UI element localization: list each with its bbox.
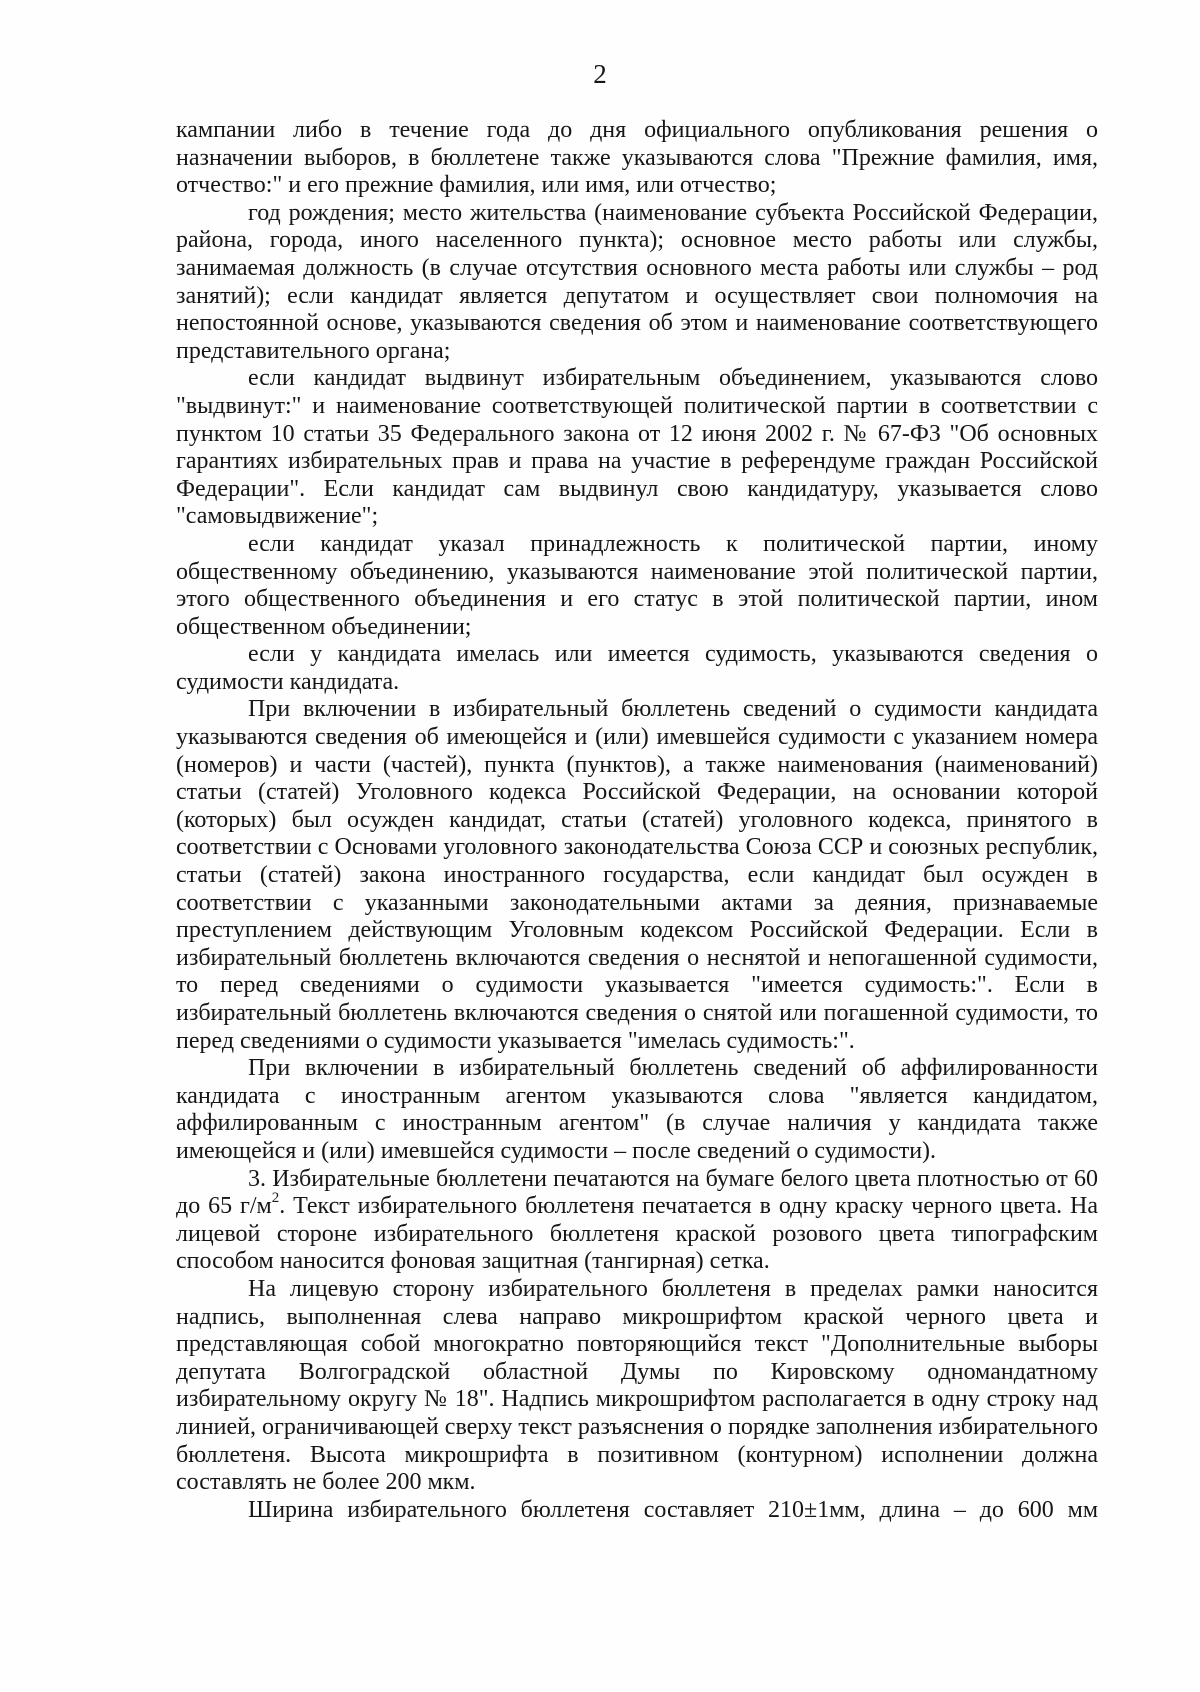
square-meter-superscript: 2: [271, 1190, 280, 1207]
paragraph-4: если кандидат указал принадлежность к политической партии, иному общественному объединению, указываются наименование этой политической партии, этого общественного объединения и его статус в этой политической партии, ином общественном объединении;: [176, 530, 1098, 640]
paragraph-8-text-end: . Текст избирательного бюллетеня печатается в одну краску черного цвета. На лицевой стороне избирательного бюллетеня краской розового цвета типографским способом наносится фоновая защитная (тангирная) сетка.: [176, 1193, 1098, 1275]
paragraph-7: При включении в избирательный бюллетень сведений об аффилированности кандидата с иностранным агентом указываются слова "является кандидатом, аффилированным с иностранным агентом" (в случае наличия у кандидата также имеющейся и (или) имевшейся судимости – после сведений о судимости).: [176, 1055, 1098, 1164]
paragraph-1: кампании либо в течение года до дня официального опубликования решения о назначении выборов, в бюллетене также указываются слова "Прежние фамилия, имя, отчество:" и его прежние фамилия, или имя, или отчество;: [176, 117, 1098, 199]
paragraph-8: [176, 1166, 1098, 1276]
paragraph-10: Ширина избирательного бюллетеня составляет 210±1мм, длина – до 600 мм: [248, 1496, 1098, 1523]
document-body: [176, 117, 1098, 1524]
page-number: 2: [593, 59, 607, 89]
paragraph-8-text-start: 3. Избирательные бюллетени печатаются на бумаге белого цвета плотностью от 60 до 65 г/м: [176, 1165, 1098, 1220]
paragraph-3: если кандидат выдвинут избирательным объединением, указываются слово "выдвинут:" и наименование соответствующей политической партии в соответствии с пунктом 10 статьи 35 Федерального закона от 12 июня 2002 г. № 67-ФЗ "Об основных гарантиях избирательных прав и права на участие в референдуме граждан Российской Федерации". Если кандидат сам выдвинул свою кандидатуру, указывается слово "самовыдвижение";: [176, 365, 1098, 530]
paragraph-9: На лицевую сторону избирательного бюллетеня в пределах рамки наносится надпись, выполненная слева направо микрошрифтом краской черного цвета и представляющая собой многократно повторяющийся текст "Дополнительные выборы депутата Волгоградской областной Думы по Кировскому одномандатному избирательному округу № 18". Надпись микрошрифтом располагается в одну строку над линией, ограничивающей сверху текст разъяснения о порядке заполнения избирательного бюллетеня. Высота микрошрифта в позитивном (контурном) исполнении должна составлять не более 200 мкм.: [176, 1275, 1098, 1496]
paragraph-5: если у кандидата имелась или имеется судимость, указываются сведения о судимости кандидата.: [176, 641, 1098, 695]
paragraph-2: год рождения; место жительства (наименование субъекта Российской Федерации, района, города, иного населенного пункта); основное место работы или службы, занимаемая должность (в случае отсутствия основного места работы или службы – род занятий); если кандидат является депутатом и осуществляет свои полномочия на непостоянной основе, указываются сведения об этом и наименование соответствующего представительного органа;: [176, 199, 1098, 364]
paragraph-6: При включении в избирательный бюллетень сведений о судимости кандидата указываются сведения об имеющейся и (или) имевшейся судимости с указанием номера (номеров) и части (частей), пункта (пунктов), а также наименования (наименований) статьи (статей) Уголовного кодекса Российской Федерации, на основании которой (которых) был осужден кандидат, статьи (статей) уголовного кодекса, принятого в соответствии с Основами уголовного законодательства Союза ССР и союзных республик, статьи (статей) закона иностранного государства, если кандидат был осужден в соответствии с указанными законодательными актами за деяния, признаваемые преступлением действующим Уголовным кодексом Российской Федерации. Если в избирательный бюллетень включаются сведения о неснятой и непогашенной судимости, то перед сведениями о судимости указывается "имеется судимость:". Если в избирательный бюллетень включаются сведения о снятой или погашенной судимости, то перед сведениями о судимости указывается "имелась судимость:".: [176, 696, 1098, 1054]
